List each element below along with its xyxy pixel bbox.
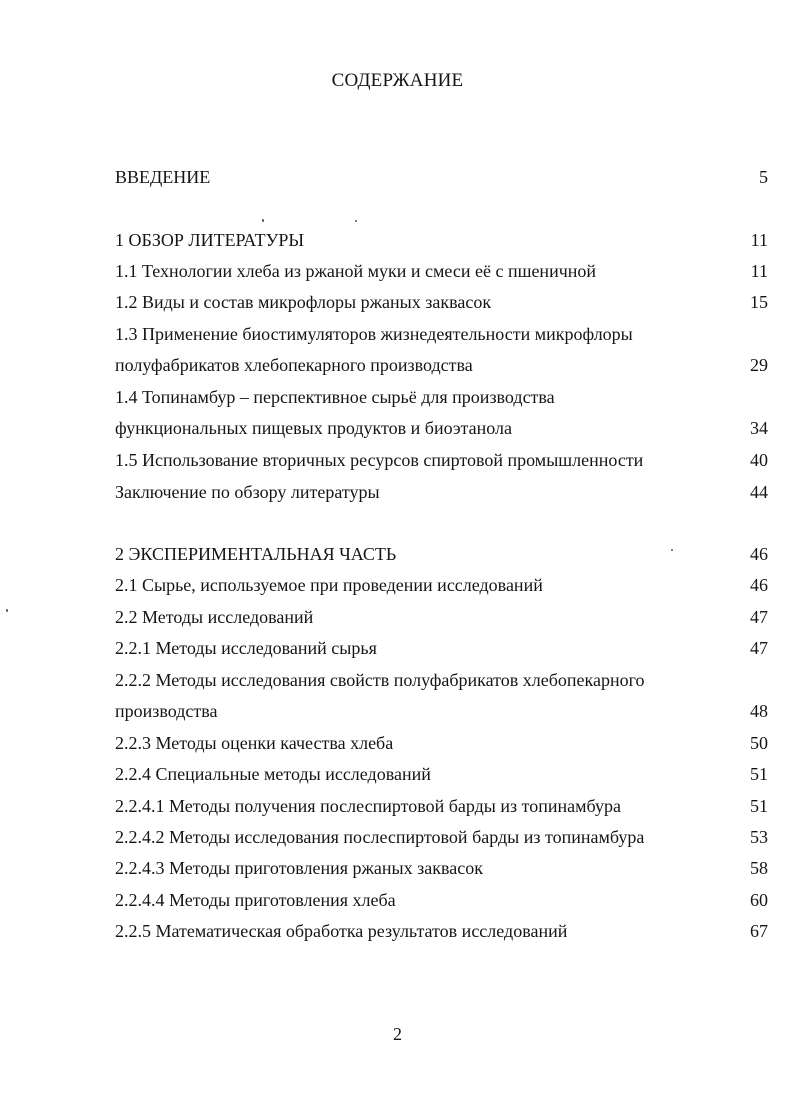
toc-entry [115, 322, 768, 346]
scan-speck [6, 609, 8, 612]
toc-entry-page: 11 [750, 261, 768, 281]
toc-entry-page: 58 [750, 858, 768, 878]
toc-entry-page: 5 [759, 167, 768, 187]
toc-entry-text: 2.2.4.1 Методы получения послеспиртовой барды из топинамбура [115, 796, 622, 816]
toc-entry-introduction [115, 165, 768, 189]
toc-entry [115, 480, 768, 504]
scan-speck [262, 219, 264, 222]
toc-entry-text: 1.1 Технологии хлеба из ржаной муки и смеси её с пшеничной [115, 261, 597, 281]
toc-entry [115, 573, 768, 597]
toc-entry-text: 2.2 Методы исследований [115, 607, 314, 627]
toc-entry-text: 1.4 Топинамбур – перспективное сырьё для производства [115, 387, 555, 407]
toc-entry [115, 825, 768, 849]
toc-entry-text: 2.2.5 Математическая обработка результатов исследований [115, 921, 568, 941]
toc-entry-text: 2.2.4.2 Методы исследования послеспиртовой барды из топинамбура [115, 827, 645, 847]
toc-entry-text: 1.5 Использование вторичных ресурсов спиртовой промышленности [115, 450, 644, 470]
toc-entry-text: 1.2 Виды и состав микрофлоры ржаных заквасок [115, 292, 492, 312]
page-number: 2 [393, 1024, 402, 1044]
toc-entry [115, 794, 768, 818]
toc-entry-text: 2.2.4.4 Методы приготовления хлеба [115, 890, 396, 910]
toc-entry-text: ВВЕДЕНИЕ [115, 167, 211, 187]
toc-entry-page: 51 [750, 764, 768, 784]
toc-entry-page: 29 [750, 355, 768, 375]
toc-entry-page: 60 [750, 890, 768, 910]
toc-entry [115, 919, 768, 943]
toc-entry-page: 53 [750, 827, 768, 847]
toc-entry-text: 2 ЭКСПЕРИМЕНТАЛЬНАЯ ЧАСТЬ [115, 544, 397, 564]
toc-entry-page: 51 [750, 796, 768, 816]
toc-entry-text: 2.2.4 Специальные методы исследований [115, 764, 431, 784]
toc-entry [115, 888, 768, 912]
toc-entry-text: производства [115, 701, 218, 721]
toc-entry-text: 1.3 Применение биостимуляторов жизнедеятельности микрофлоры [115, 324, 633, 344]
toc-entry-page: 40 [750, 450, 768, 470]
toc-entry [115, 699, 768, 723]
toc-entry-text: полуфабрикатов хлебопекарного производства [115, 355, 473, 375]
toc-entry-chapter-2 [115, 542, 768, 566]
toc-entry [115, 448, 768, 472]
toc-entry-text: 2.2.2 Методы исследования свойств полуфабрикатов хлебопекарного [115, 670, 645, 690]
toc-entry-text: 2.2.4.3 Методы приготовления ржаных заквасок [115, 858, 483, 878]
toc-entry-page: 15 [750, 292, 768, 312]
toc-entry [115, 762, 768, 786]
toc-entry-page: 67 [750, 921, 768, 941]
toc-entry [115, 856, 768, 880]
scan-speck [671, 549, 673, 551]
toc-entry-page: 48 [750, 701, 768, 721]
toc-entry-text: 2.1 Сырье, используемое при проведении исследований [115, 575, 543, 595]
toc-entry [115, 636, 768, 660]
toc-entry-page: 11 [750, 230, 768, 250]
toc-entry-page: 47 [750, 607, 768, 627]
toc-entry [115, 731, 768, 755]
toc-entry [115, 290, 768, 314]
toc-entry [115, 259, 768, 283]
toc-entry-page: 44 [750, 482, 768, 502]
toc-entry-text: Заключение по обзору литературы [115, 482, 380, 502]
toc-entry [115, 385, 768, 409]
toc-entry-page: 50 [750, 733, 768, 753]
toc-entry [115, 416, 768, 440]
toc-entry [115, 668, 768, 692]
scan-speck [355, 220, 357, 222]
toc-entry-page: 34 [750, 418, 768, 438]
toc-entry [115, 353, 768, 377]
toc-entry-text: 2.2.3 Методы оценки качества хлеба [115, 733, 394, 753]
toc-entry-text: 1 ОБЗОР ЛИТЕРАТУРЫ [115, 230, 305, 250]
toc-entry [115, 605, 768, 629]
page-title: СОДЕРЖАНИЕ [331, 70, 464, 91]
toc-entry-page: 47 [750, 638, 768, 658]
toc-entry-text: функциональных пищевых продуктов и биоэтанола [115, 418, 512, 438]
toc-entry-chapter-1 [115, 228, 768, 252]
toc-entry-page: 46 [750, 544, 768, 564]
toc-entry-page: 46 [750, 575, 768, 595]
toc-entry-text: 2.2.1 Методы исследований сырья [115, 638, 377, 658]
